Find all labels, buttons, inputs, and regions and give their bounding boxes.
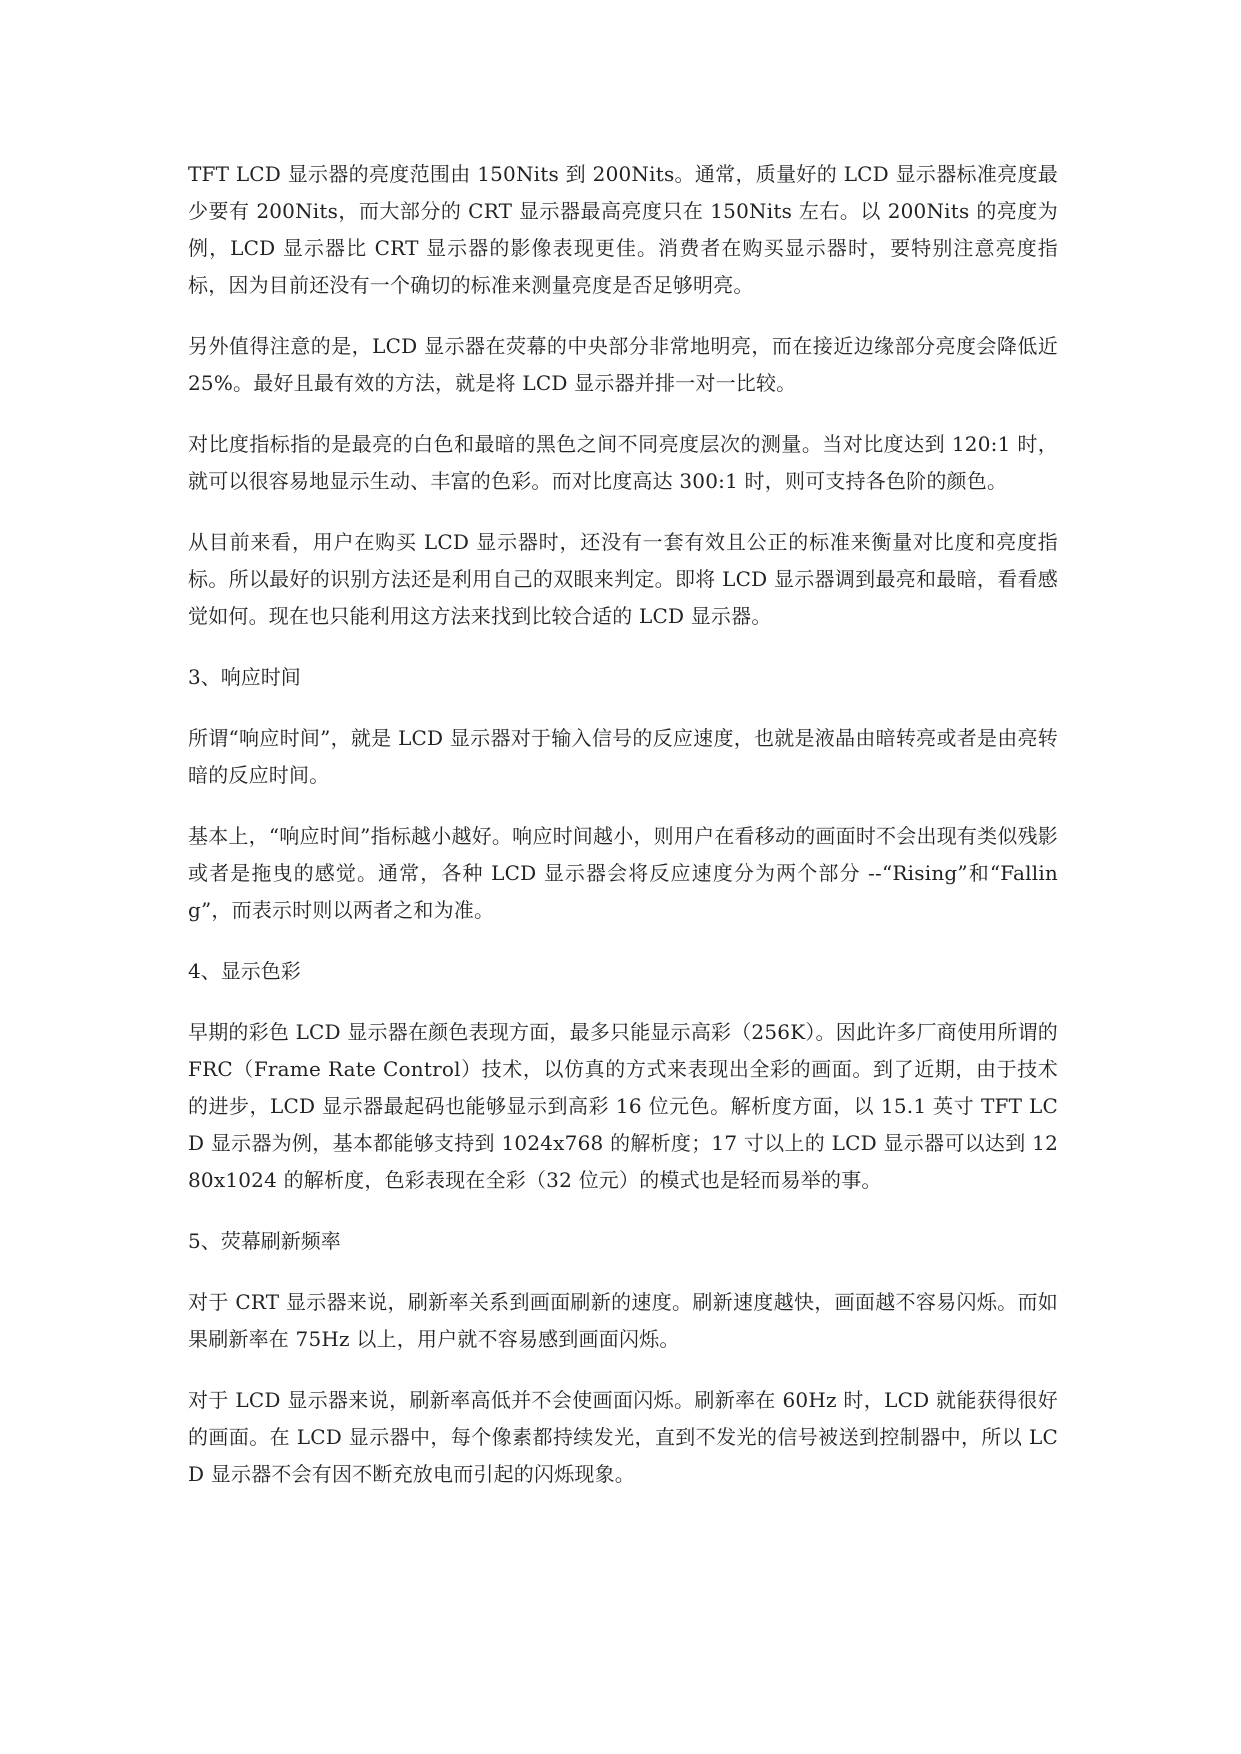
paragraph-response-time-detail: 基本上，“响应时间”指标越小越好。响应时间越小，则用户在看移动的画面时不会出现有类似残影或者是拖曳的感觉。通常，各种 LCD 显示器会将反应速度分为两个部分 --“Rising”和“Falling”，而表示时则以两者之和为准。 [188,824,1058,922]
paragraph-response-time-definition: 所谓“响应时间”，就是 LCD 显示器对于输入信号的反应速度，也就是液晶由暗转亮或者是由亮转暗的反应时间。 [188,726,1058,787]
paragraph-edge-brightness: 另外值得注意的是，LCD 显示器在荧幕的中央部分非常地明亮，而在接近边缘部分亮度会降低近 25%。最好且最有效的方法，就是将 LCD 显示器并排一对一比较。 [188,334,1058,395]
paragraph-contrast-ratio: 对比度指标指的是最亮的白色和最暗的黑色之间不同亮度层次的测量。当对比度达到 120:1 时，就可以很容易地显示生动、丰富的色彩。而对比度高达 300:1 时，则可支持各色阶的颜色。 [188,432,1058,493]
paragraph-brightness-range: TFT LCD 显示器的亮度范围由 150Nits 到 200Nits。通常，质量好的 LCD 显示器标准亮度最少要有 200Nits，而大部分的 CRT 显示器最高亮度只在 150Nits 左右。以 200Nits 的亮度为例，LCD 显示器比 CRT 显示器的影像表现更佳。消费者在购买显示器时，要特别注意亮度指标，因为目前还没有一个确切的标准来测量亮度是否足够明亮。 [188,162,1058,297]
section-heading-response-time: 3、响应时间 [188,665,301,689]
paragraph-lcd-refresh: 对于 LCD 显示器来说，刷新率高低并不会使画面闪烁。刷新率在 60Hz 时，LCD 就能获得很好的画面。在 LCD 显示器中，每个像素都持续发光，直到不发光的信号被送到控制器中，所以 LCD 显示器不会有因不断充放电而引起的闪烁现象。 [188,1388,1058,1486]
paragraph-judging-method: 从目前来看，用户在购买 LCD 显示器时，还没有一套有效且公正的标准来衡量对比度和亮度指标。所以最好的识别方法还是利用自己的双眼来判定。即将 LCD 显示器调到最亮和最暗，看看感觉如何。现在也只能利用这方法来找到比较合适的 LCD 显示器。 [188,530,1058,628]
paragraph-crt-refresh: 对于 CRT 显示器来说，刷新率关系到画面刷新的速度。刷新速度越快，画面越不容易闪烁。而如果刷新率在 75Hz 以上，用户就不容易感到画面闪烁。 [188,1290,1058,1351]
paragraph-display-color: 早期的彩色 LCD 显示器在颜色表现方面，最多只能显示高彩（256K）。因此许多厂商使用所谓的 FRC（Frame Rate Control）技术，以仿真的方式来表现出全彩的画面。到了近期，由于技术的进步，LCD 显示器最起码也能够显示到高彩 16 位元色。解析度方面，以 15.1 英寸 TFT LCD 显示器为例，基本都能够支持到 1024x768 的解析度；17 寸以上的 LCD 显示器可以达到 1280x1024 的解析度，色彩表现在全彩（32 位元）的模式也是轻而易举的事。 [188,1020,1058,1192]
section-heading-display-color: 4、显示色彩 [188,959,301,983]
document-body [188,156,1058,1517]
section-heading-refresh-rate: 5、荧幕刷新频率 [188,1229,341,1253]
